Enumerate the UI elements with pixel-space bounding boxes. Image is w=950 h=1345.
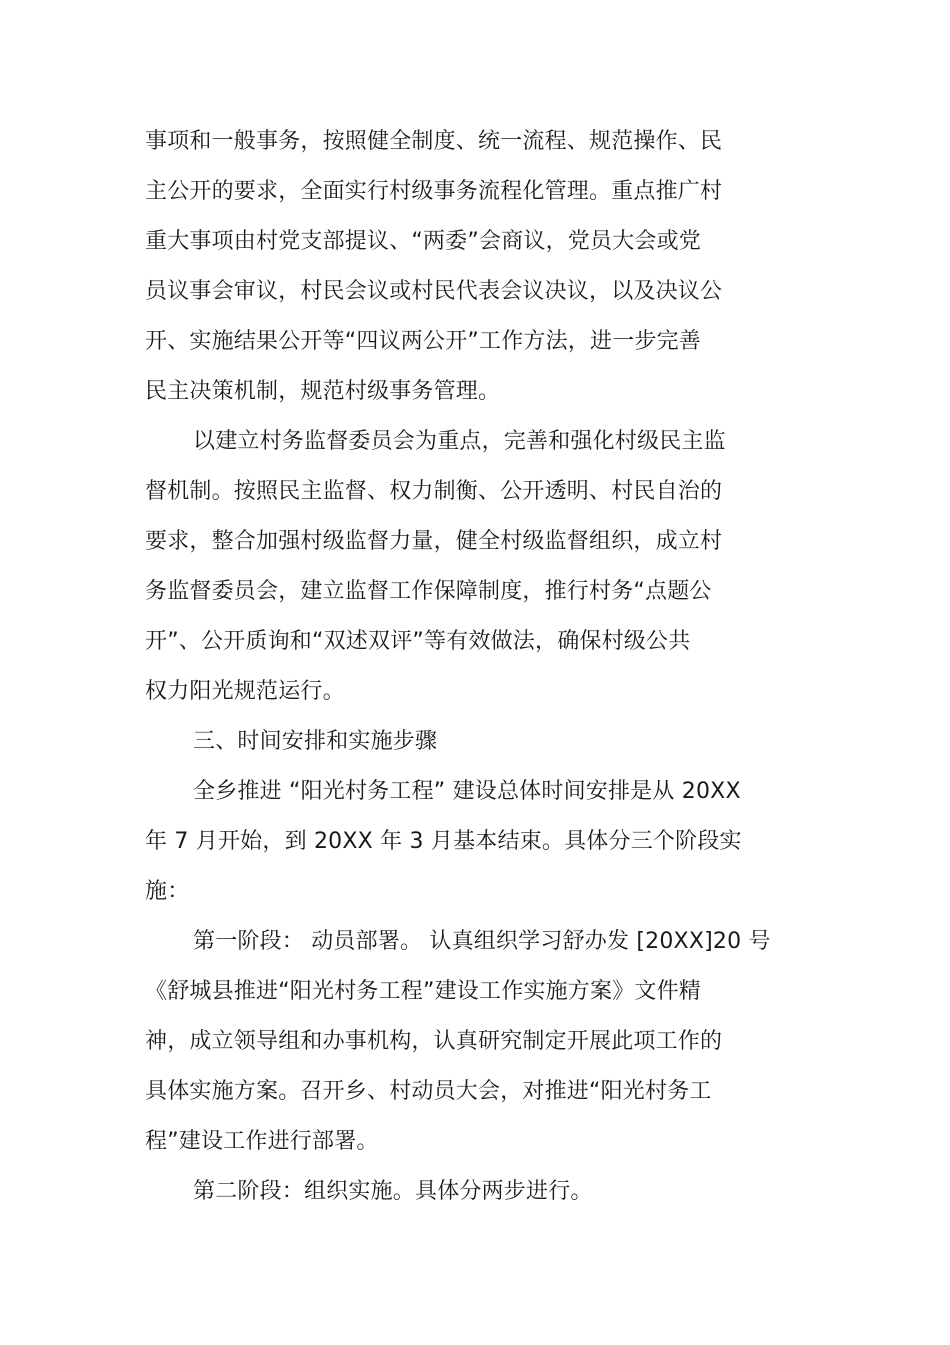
text-line: 员议事会审议，村民会议或村民代表会议决议，以及决议公 xyxy=(145,279,723,304)
text-line: 要求，整合加强村级监督力量，健全村级监督组织，成立村 xyxy=(145,529,723,554)
section-heading: 三、时间安排和实施步骤 xyxy=(193,729,438,754)
paragraph-first-line: 全乡推进 “阳光村务工程” 建设总体时间安排是从 20XX xyxy=(193,779,741,804)
text-line: 年 7 月开始，到 20XX 年 3 月基本结束。具体分三个阶段实 xyxy=(145,829,742,854)
text-line: 权力阳光规范运行。 xyxy=(145,679,345,704)
text-line: 事项和一般事务，按照健全制度、统一流程、规范操作、民 xyxy=(145,129,723,154)
paragraph-first-line: 第二阶段：组织实施。具体分两步进行。 xyxy=(193,1179,593,1204)
text-line: 程”建设工作进行部署。 xyxy=(145,1129,379,1154)
text-line: 开”、公开质询和“双述双评”等有效做法，确保村级公共 xyxy=(145,629,691,654)
text-line: 督机制。按照民主监督、权力制衡、公开透明、村民自治的 xyxy=(145,479,723,504)
text-line: 重大事项由村党支部提议、“两委”会商议，党员大会或党 xyxy=(145,229,701,254)
text-line: 开、实施结果公开等“四议两公开”工作方法，进一步完善 xyxy=(145,329,701,354)
text-line: 神，成立领导组和办事机构，认真研究制定开展此项工作的 xyxy=(145,1029,723,1054)
text-line: 务监督委员会，建立监督工作保障制度，推行村务“点题公 xyxy=(145,579,712,604)
text-line: 《舒城县推进“阳光村务工程”建设工作实施方案》文件精 xyxy=(145,979,701,1004)
text-line: 民主决策机制，规范村级事务管理。 xyxy=(145,379,501,404)
paragraph-first-line: 第一阶段： 动员部署。 认真组织学习舒办发 [20XX]20 号 xyxy=(193,929,771,954)
text-line: 具体实施方案。召开乡、村动员大会，对推进“阳光村务工 xyxy=(145,1079,712,1104)
text-line: 施： xyxy=(145,879,190,904)
paragraph-first-line: 以建立村务监督委员会为重点，完善和强化村级民主监 xyxy=(193,429,726,454)
text-line: 主公开的要求，全面实行村级事务流程化管理。重点推广村 xyxy=(145,179,723,204)
